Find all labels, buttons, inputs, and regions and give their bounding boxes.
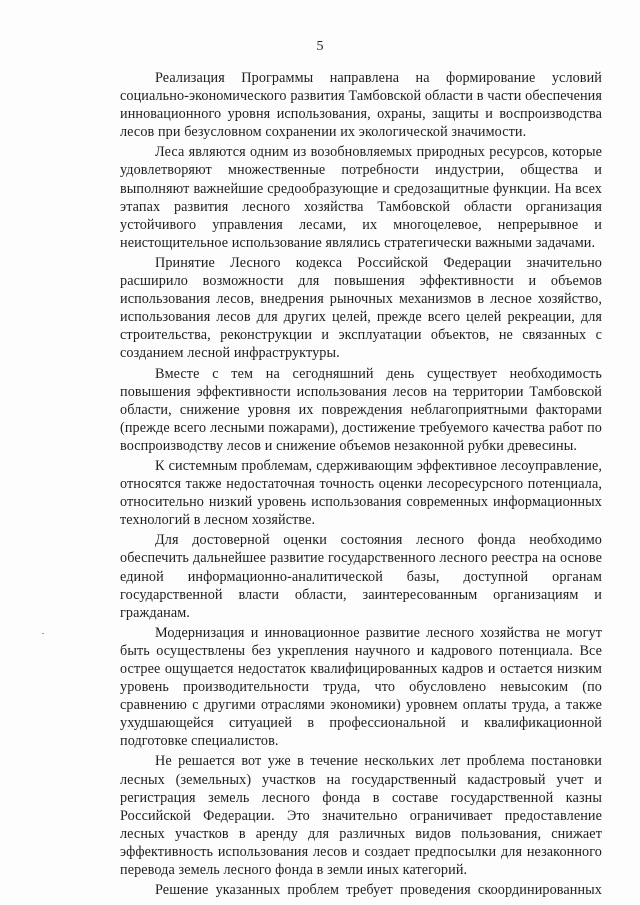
- paragraph-modernization: Модернизация и инновационное развитие лесного хозяйства не могут быть осуществлены без укрепления научного и кадрового потенциала. Все острее ощущается недостаток квалифицированных кадров и остается низким уровень производительности труда, что обусловлено невысоким (по сравнению с другими отраслями экономики) уровнем оплаты труда, а также ухудшающейся ситуацией в профессиональной и квалификационной подготовке специалистов.: [120, 624, 602, 750]
- paragraph-program-goal: Реализация Программы направлена на формирование условий социально-экономического развития Тамбовской области в части обеспечения инновационного уровня использования, охраны, защиты и воспроизводства лесов при безусловном сохранении их экологической значимости.: [120, 70, 602, 141]
- paragraph-forests-role: Леса являются одним из возобновляемых природных ресурсов, которые удовлетворяют множественные потребности индустрии, общества и выполняют важнейшие средообразующие и средозащитные функции. На всех этапах развития лесного хозяйства Тамбовской области организация устойчивого управления лесами, их многоцелевое, непрерывное и неистощительное использование являлись стратегически важными задачами.: [120, 144, 602, 251]
- paragraph-solution: Решение указанных проблем требует проведения скоординированных: [155, 882, 602, 899]
- paragraph-forest-registry: Для достоверной оценки состояния лесного фонда необходимо обеспечить дальнейшее развитие государственного лесного реестра на основе единой информационно-аналитической базы, доступной органам государственной власти области, заинтересованным организациям и гражданам.: [120, 532, 602, 621]
- document-body: [120, 69, 602, 901]
- scan-margin-mark: [42, 633, 44, 634]
- paragraph-systemic-problems: К системным проблемам, сдерживающим эффективное лесоуправление, относятся также недостаточная точность оценки лесоресурсного потенциала, относительно низкий уровень использования современных информационных технологий в лесном хозяйстве.: [120, 457, 602, 529]
- paragraph-forest-code: Принятие Лесного кодекса Российской Федерации значительно расширило возможности для повышения эффективности и объемов использования лесов, внедрения рыночных механизмов в лесное хозяйство, использования лесов для других целей, прежде всего целей рекреации, для строительства, реконструкции и эксплуатации объектов, не связанных с созданием лесной инфраструктуры.: [120, 254, 602, 362]
- page-number: 5: [316, 39, 324, 54]
- paragraph-efficiency-need: Вместе с тем на сегодняшний день существует необходимость повышения эффективности использования лесов на территории Тамбовской области, снижение уровня их повреждения неблагоприятными факторами (прежде всего лесными пожарами), достижение требуемого качества работ по воспроизводству лесов и снижение объемов незаконной рубки древесины.: [120, 365, 602, 454]
- paragraph-cadastral-registration: Не решается вот уже в течение нескольких лет проблема постановки лесных (земельных) участков на государственный кадастровый учет и регистрация земель лесного фонда в составе государственной казны Российской Федерации. Это значительно ограничивает предоставление лесных участков в аренду для различных видов пользования, снижает эффективность использования лесов и создает предпосылки для незаконного перевода земель лесного фонда в земли иных категорий.: [120, 753, 602, 879]
